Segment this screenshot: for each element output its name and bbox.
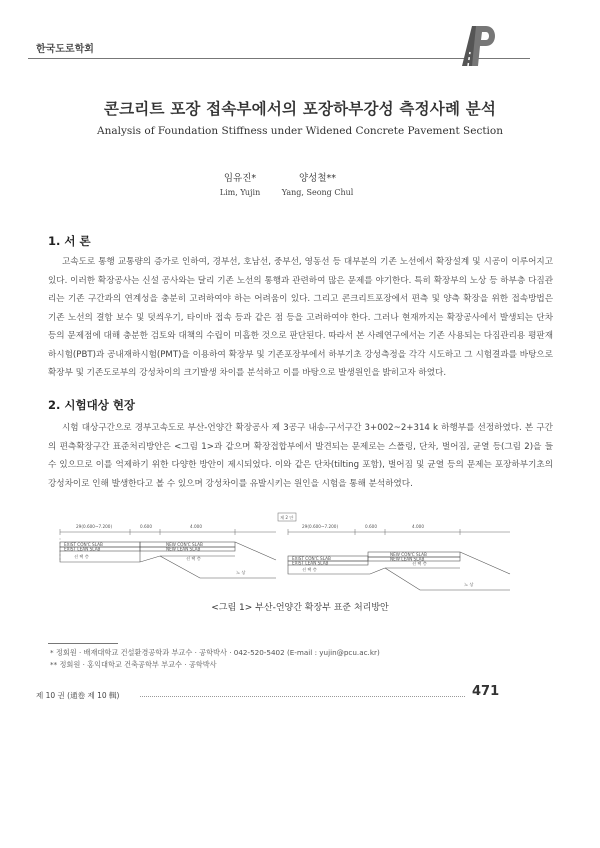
- section-2-paragraph: 시험 대상구간으로 경부고속도로 부산-언양간 확장공사 제 3공구 내송-구서구간 3+002~2+314 k 하행부를 선정하였다. 본 구간의 편측확장구간 표준처리방안은 <그림 1>과 같으며 확장접합부에서 발견되는 문제로는 스폴링, 단차, 벌어짐, 균열 등(그림 2)을 들 수 있으므로 이를 억제하기 위한 다양한 방안이 제시되었다. 이와 같은 단차(tilting 포함), 벌어짐 및 균열 등의 문제는 포장하부기초의 강성차이로 인해 발생한다고 볼 수 있으며 강성차이를 유발시키는 원인을 시험을 통해 분석하였다.: [48, 423, 553, 489]
- fig1-right-label-7: 선 택 층: [412, 561, 427, 566]
- author-1-english: Lim, Yujin: [219, 188, 261, 197]
- footer-volume: 제 10 권 (通卷 제 10 輯): [36, 691, 120, 700]
- fig1-right-label-4: NEW LEAN SLAB: [390, 556, 425, 562]
- fig1-right-dim-1: 29(0.600~7.200): [302, 524, 339, 529]
- footnote-2: ** 정회원 · 홍익대학교 건축공학부 부교수 · 공학박사: [50, 660, 217, 669]
- figure-1-caption: <그림 1> 부산-언양간 확장부 표준 처리방안: [211, 603, 389, 613]
- society-logo-icon: [458, 22, 500, 68]
- paper-title-english: Analysis of Foundation Stiffness under Widened Concrete Pavement Section: [97, 125, 503, 137]
- fig1-right-tag: 제 2 안: [280, 515, 294, 520]
- footer-dotted-leader: [140, 696, 465, 697]
- section-1-paragraph: 고속도로 통행 교통량의 증가로 인하여, 경부선, 호남선, 중부선, 영동선 등 대부분의 기존 노선에서 확장설계 및 시공이 이루어지고 있다. 이러한 확장공사는 신설 공사와는 달리 기존 노선의 통행과 관련하여 많은 문제를 야기한다. 특히 확장부의 노상 등 하부층 다짐관리는 기존 구간과의 연계성을 충분히 고려하여야 하는 어려움이 있다. 그리고 콘크리트포장에서 편측 및 양측 확장을 위한 접속방법은 기존 노선의 결함 보수 및 덧씌우기, 타이바 접속 등과 같은 점 등을 고려하여야 한다. 그러나 현재까지는 확장공사에서 발생되는 단차 등의 문제점에 대해 충분한 검토와 대책의 수립이 미흡한 것으로 판단된다. 따라서 본 사례연구에서는 기존 사용되는 다짐관리용 평판재하시험(PBT)과 공내재하시험(PMT)을 이용하여 확장부 및 기존포장부에서 하부기초 강성측정을 각각 시도하고 그 시험결과를 바탕으로 확장부 및 기존도로부의 강성차이의 크기발생 차이를 분석하고 이를 바탕으로 발생원인을 밝히고자 하였다.: [48, 257, 553, 378]
- header-rule: [28, 58, 530, 59]
- fig1-right-dim-2: 0.600: [365, 524, 377, 529]
- section-2-heading: 2. 시험대상 현장: [48, 398, 136, 412]
- author-2: [265, 170, 370, 197]
- footnote-1: * 정회원 · 배재대학교 건설환경공학과 부교수 · 공학박사 · 042-520-5402 (E-mail : yujin@pcu.ac.kr): [50, 648, 380, 657]
- page-number: 471: [472, 684, 500, 699]
- fig1-left-label-6: 노 상: [236, 570, 246, 575]
- fig1-right-dim-3: 4.000: [412, 524, 424, 529]
- section-2-body: [48, 419, 553, 493]
- fig1-left-label-3: NEW CON'C SLAB: [166, 541, 203, 547]
- section-1-heading: 1. 서 론: [48, 234, 91, 248]
- author-2-korean: 양성철**: [298, 173, 337, 184]
- footnote-rule: [48, 643, 118, 644]
- fig1-left-dim-1: 29(0.600~7.200): [76, 524, 113, 529]
- fig1-left-dim-3: 4.000: [190, 524, 202, 529]
- fig1-right-label-3: NEW CON'C SLAB: [390, 551, 427, 557]
- fig1-right-label-2: EXIST LEAN SLAB: [292, 560, 329, 566]
- section-1-body: [48, 253, 553, 383]
- fig1-left-label-4: NEW LEAN SLAB: [166, 546, 201, 552]
- fig1-left-dim-2: 0.600: [140, 524, 152, 529]
- paper-title-korean: 콘크리트 포장 접속부에서의 포장하부강성 측정사례 분석: [103, 100, 497, 118]
- society-name: 한국도로학회: [36, 44, 94, 55]
- figure-1: [40, 512, 560, 598]
- fig1-right-label-5: 선 택 층: [302, 567, 317, 572]
- figure-1-left-drawing: [60, 524, 276, 578]
- fig1-right-label-1: EXIST CON'C SLAB: [292, 555, 331, 561]
- figure-1-right-drawing: [278, 513, 510, 590]
- fig1-left-label-5: 선 택 층: [74, 554, 89, 559]
- fig1-left-label-1: EXIST CON'C SLAB: [64, 541, 103, 547]
- fig1-left-label-7: 선 택 층: [186, 556, 201, 561]
- fig1-right-label-6: 노 상: [464, 582, 474, 587]
- author-1-korean: 임유진*: [223, 173, 257, 184]
- fig1-left-label-2: EXIST LEAN SLAB: [64, 546, 101, 552]
- author-2-english: Yang, Seong Chul: [281, 188, 354, 197]
